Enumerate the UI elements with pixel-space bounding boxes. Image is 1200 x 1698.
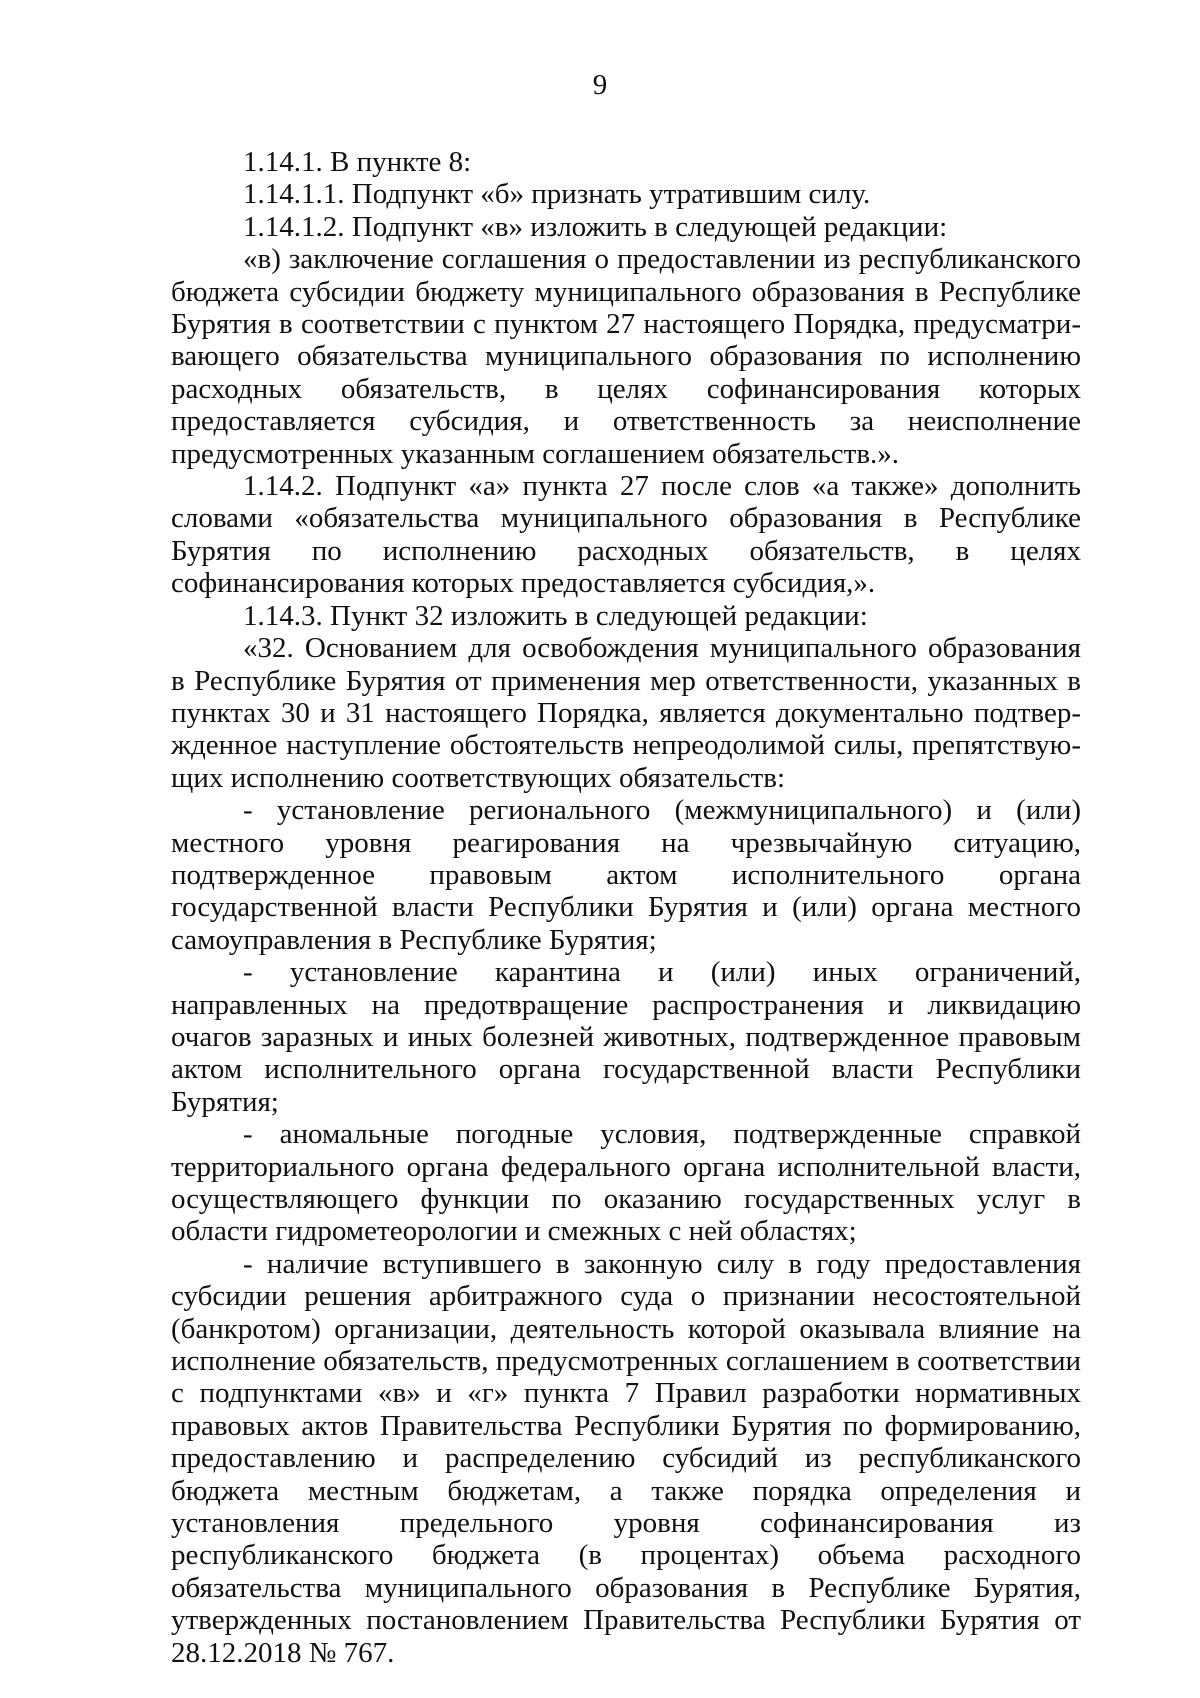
paragraph-quote-32: «32. Основанием для освобождения муниципального образования в Республике Бурятия от применения мер ответственности, указанных в пунктах 30 и 31 настоящего Порядка, является документально подтвержденное наступление обстоятельств непреодолимой силы, препятствующих исполнению соответствующих обязательств: (171, 632, 1081, 794)
paragraph-1-14-1: 1.14.1. В пункте 8: (243, 146, 472, 178)
paragraph-1-14-1-2: 1.14.1.2. Подпункт «в» изложить в следующей редакции: (243, 210, 948, 243)
list-item-quarantine: - установление карантина и (или) иных ограничений, направленных на предотвращение распространения и ликвидацию очагов заразных и иных болезней животных, подтвержденное правовым актом исполнительного органа государственной власти Республики Бурятия; (171, 956, 1081, 1118)
paragraph-1-14-3: 1.14.3. Пункт 32 изложить в следующей редакции: (243, 599, 868, 632)
paragraph-quote-v: «в) заключение соглашения о предоставлении из республиканского бюджета субсидии бюджету муниципального образования в Республике Бурятия в соответствии с пунктом 27 настоящего Порядка, предусматривающего обязательства муниципального образования по исполнению расходных обязательств, в целях софинансирования которых предоставляется субсидия, и ответственность за неисполнение предусмотренных указанным соглашением обязательств.». (171, 243, 1081, 470)
document-body (171, 146, 1081, 1669)
list-item-weather: - аномальные погодные условия, подтвержденные справкой территориального органа федерального органа исполнительной власти, осуществляющего функции по оказанию государственных услуг в области гидрометеорологии и смежных с ней областях; (171, 1118, 1081, 1248)
list-item-emergency: - установление регионального (межмуниципального) и (или) местного уровня реагирования на чрезвычайную ситуацию, подтвержденное правовым актом исполнительного органа государственной власти Республики Бурятия и (или) органа местного самоуправления в Республике Бурятия; (171, 794, 1081, 956)
paragraph-1-14-1-1: 1.14.1.1. Подпункт «б» признать утратившим силу. (243, 178, 871, 211)
list-item-bankruptcy: - наличие вступившего в законную силу в году предоставления субсидии решения арбитражного суда о признании несостоятельной (банкротом) организации, деятельность которой оказывала влияние на исполнение обязательств, предусмотренных соглашением в соответствии с подпунктами «в» и «г» пункта 7 Правил разработки нормативных правовых актов Правительства Республики Бурятия по формированию, предоставлению и распределению субсидий из республиканского бюджета местным бюджетам, а также порядка определения и установления предельного уровня софинансирования из республиканского бюджета (в процентах) объема расходного обязательства муниципального образования в Республике Бурятия, утвержденных постановлением Правительства Республики Бурятия от 28.12.2018 № 767. (171, 1247, 1081, 1669)
paragraph-1-14-2: 1.14.2. Подпункт «а» пункта 27 после слов «а также» дополнить словами «обязательства муниципального образования в Республике Бурятия по исполнению расходных обязательств, в целях софинансирования которых предоставляется субсидия,». (171, 470, 1081, 600)
page-number: 9 (592, 69, 608, 101)
